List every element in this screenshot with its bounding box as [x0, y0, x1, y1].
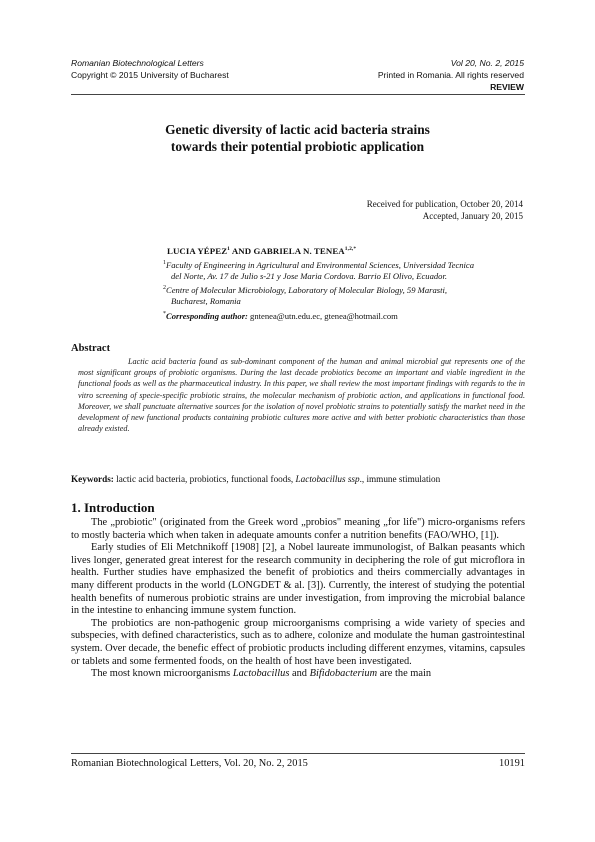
keywords-text-1: lactic acid bacteria, probiotics, functional foods,	[113, 474, 296, 484]
intro-paragraph-2: Early studies of Eli Metchnikoff [1908] [2], a Nobel laureate immunologist, of Balkan peasants which lives longer, generated great interest for the research community in deciphering the role of gut microflora in health. Further studies have emphasized the benefit of probiotics and theirs commercially advantages in many different products in the world (LONGDET & al. [3]). Currently, the interest of studying the potential health benefits of numerous probiotic strains are under investigation, from improving the microbial balance in the intestine to enhancing immune system function.	[71, 542, 525, 617]
intro-paragraph-4	[71, 668, 525, 681]
volume-info: Vol 20, No. 2, 2015	[450, 58, 524, 68]
received-date: Received for publication, October 20, 2014	[366, 199, 523, 209]
p4-text-b: and	[289, 668, 310, 680]
printed-notice: Printed in Romania. All rights reserved	[377, 70, 524, 80]
title-line-2: towards their potential probiotic application	[170, 139, 425, 154]
affiliation-2-line-1: Centre of Molecular Microbiology, Laboratory of Molecular Biology, 59 Marasti,	[166, 284, 448, 295]
p4-italic-2: Bifidobacterium	[309, 668, 378, 680]
author-1: LUCIA YÉPEZ	[167, 246, 228, 256]
corresponding-email[interactable]: gntenea@utn.edu.ec, gtenea@hotmail.com	[247, 310, 398, 321]
affiliation-1	[163, 258, 525, 271]
intro-paragraph-3: The probiotics are non-pathogenic group microorganisms comprising a wide variety of species and subspecies, with defined characteristics, such as to adhere, colonize and modulate the human gastrointestinal system. Over decade, the benefic effect of probiotic products including different enzymes, vitamins, capsules or tablets and some fermented foods, on the health of host have been investigated.	[71, 617, 525, 667]
corresponding-author	[163, 309, 525, 322]
abstract-text: Lactic acid bacteria found as sub-dominant component of the human and animal microbial gut represents one of the most significant groups of probiotic organisms. During the last decade probiotics become an important and viable ingredient in the functional foods as well as the pharmaceutical industry. In this paper, we shall review the most important findings with regards to the in vitro screening of specie-specific probiotic strains, the molecular mechanism of probiotic action, and applications in functional food. Moreover, we shall punctuate alternative sources for the isolation of novel probiotic strains to potentially satisfy the market need in the development of new functional products containing probiotic cultures more active and with better probiotic characteristics than those already existed.	[78, 357, 525, 434]
affiliation-1-line-2: del Norte, Av. 17 de Julio s-21 y Jose Maria Cordova. Barrio El Olivo, Ecuador.	[171, 270, 447, 281]
footer-journal: Romanian Biotechnological Letters, Vol. 20, No. 2, 2015	[71, 758, 308, 769]
corresponding-sup: *	[163, 310, 166, 317]
p4-text-a: The most known microorganisms	[91, 668, 233, 680]
intro-heading: 1. Introduction	[71, 500, 155, 515]
footer	[71, 758, 525, 769]
keywords-label: Keywords:	[71, 474, 114, 484]
affiliation-2	[163, 283, 525, 296]
keywords	[71, 474, 440, 484]
author-2-sup: 1,2,*	[344, 246, 357, 253]
corresponding-label: Corresponding author:	[166, 310, 248, 321]
p4-text-c: are the main	[377, 668, 432, 680]
p4-italic-1: Lactobacillus	[232, 668, 290, 680]
intro-body	[71, 517, 525, 681]
keywords-italic: Lactobacillus ssp	[295, 474, 360, 484]
accepted-date: Accepted, January 20, 2015	[422, 211, 523, 221]
title-line-1: Genetic diversity of lactic acid bacteria strains	[165, 122, 430, 137]
intro-paragraph-1: The „probiotic" (originated from the Greek word „probios" meaning „for life") micro-organisms refers to mostly bacteria which when taken in adequate amounts confer a nutrition benefits (FAO/WHO, [1]).	[71, 517, 525, 541]
affiliation-1-line-1: Faculty of Engineering in Agricultural and Environmental Sciences, Universidad Tecnica	[166, 259, 475, 270]
abstract-heading: Abstract	[71, 343, 111, 354]
affiliation-1-sup: 1	[163, 260, 166, 266]
authors	[167, 246, 356, 256]
footer-rule	[71, 753, 525, 754]
article-type: REVIEW	[490, 82, 524, 92]
affiliation-2-line-2: Bucharest, Romania	[171, 295, 241, 306]
journal-name: Romanian Biotechnological Letters	[71, 58, 204, 68]
affiliations	[163, 258, 525, 322]
author-2: AND GABRIELA N. TENEA	[230, 246, 345, 256]
keywords-text-2: ., immune stimulation	[359, 474, 441, 484]
author-1-sup: 1	[227, 246, 231, 253]
page-number: 10191	[499, 758, 525, 769]
copyright: Copyright © 2015 University of Bucharest	[71, 70, 229, 80]
header-rule	[71, 94, 525, 95]
affiliation-2-sup: 2	[163, 284, 166, 291]
